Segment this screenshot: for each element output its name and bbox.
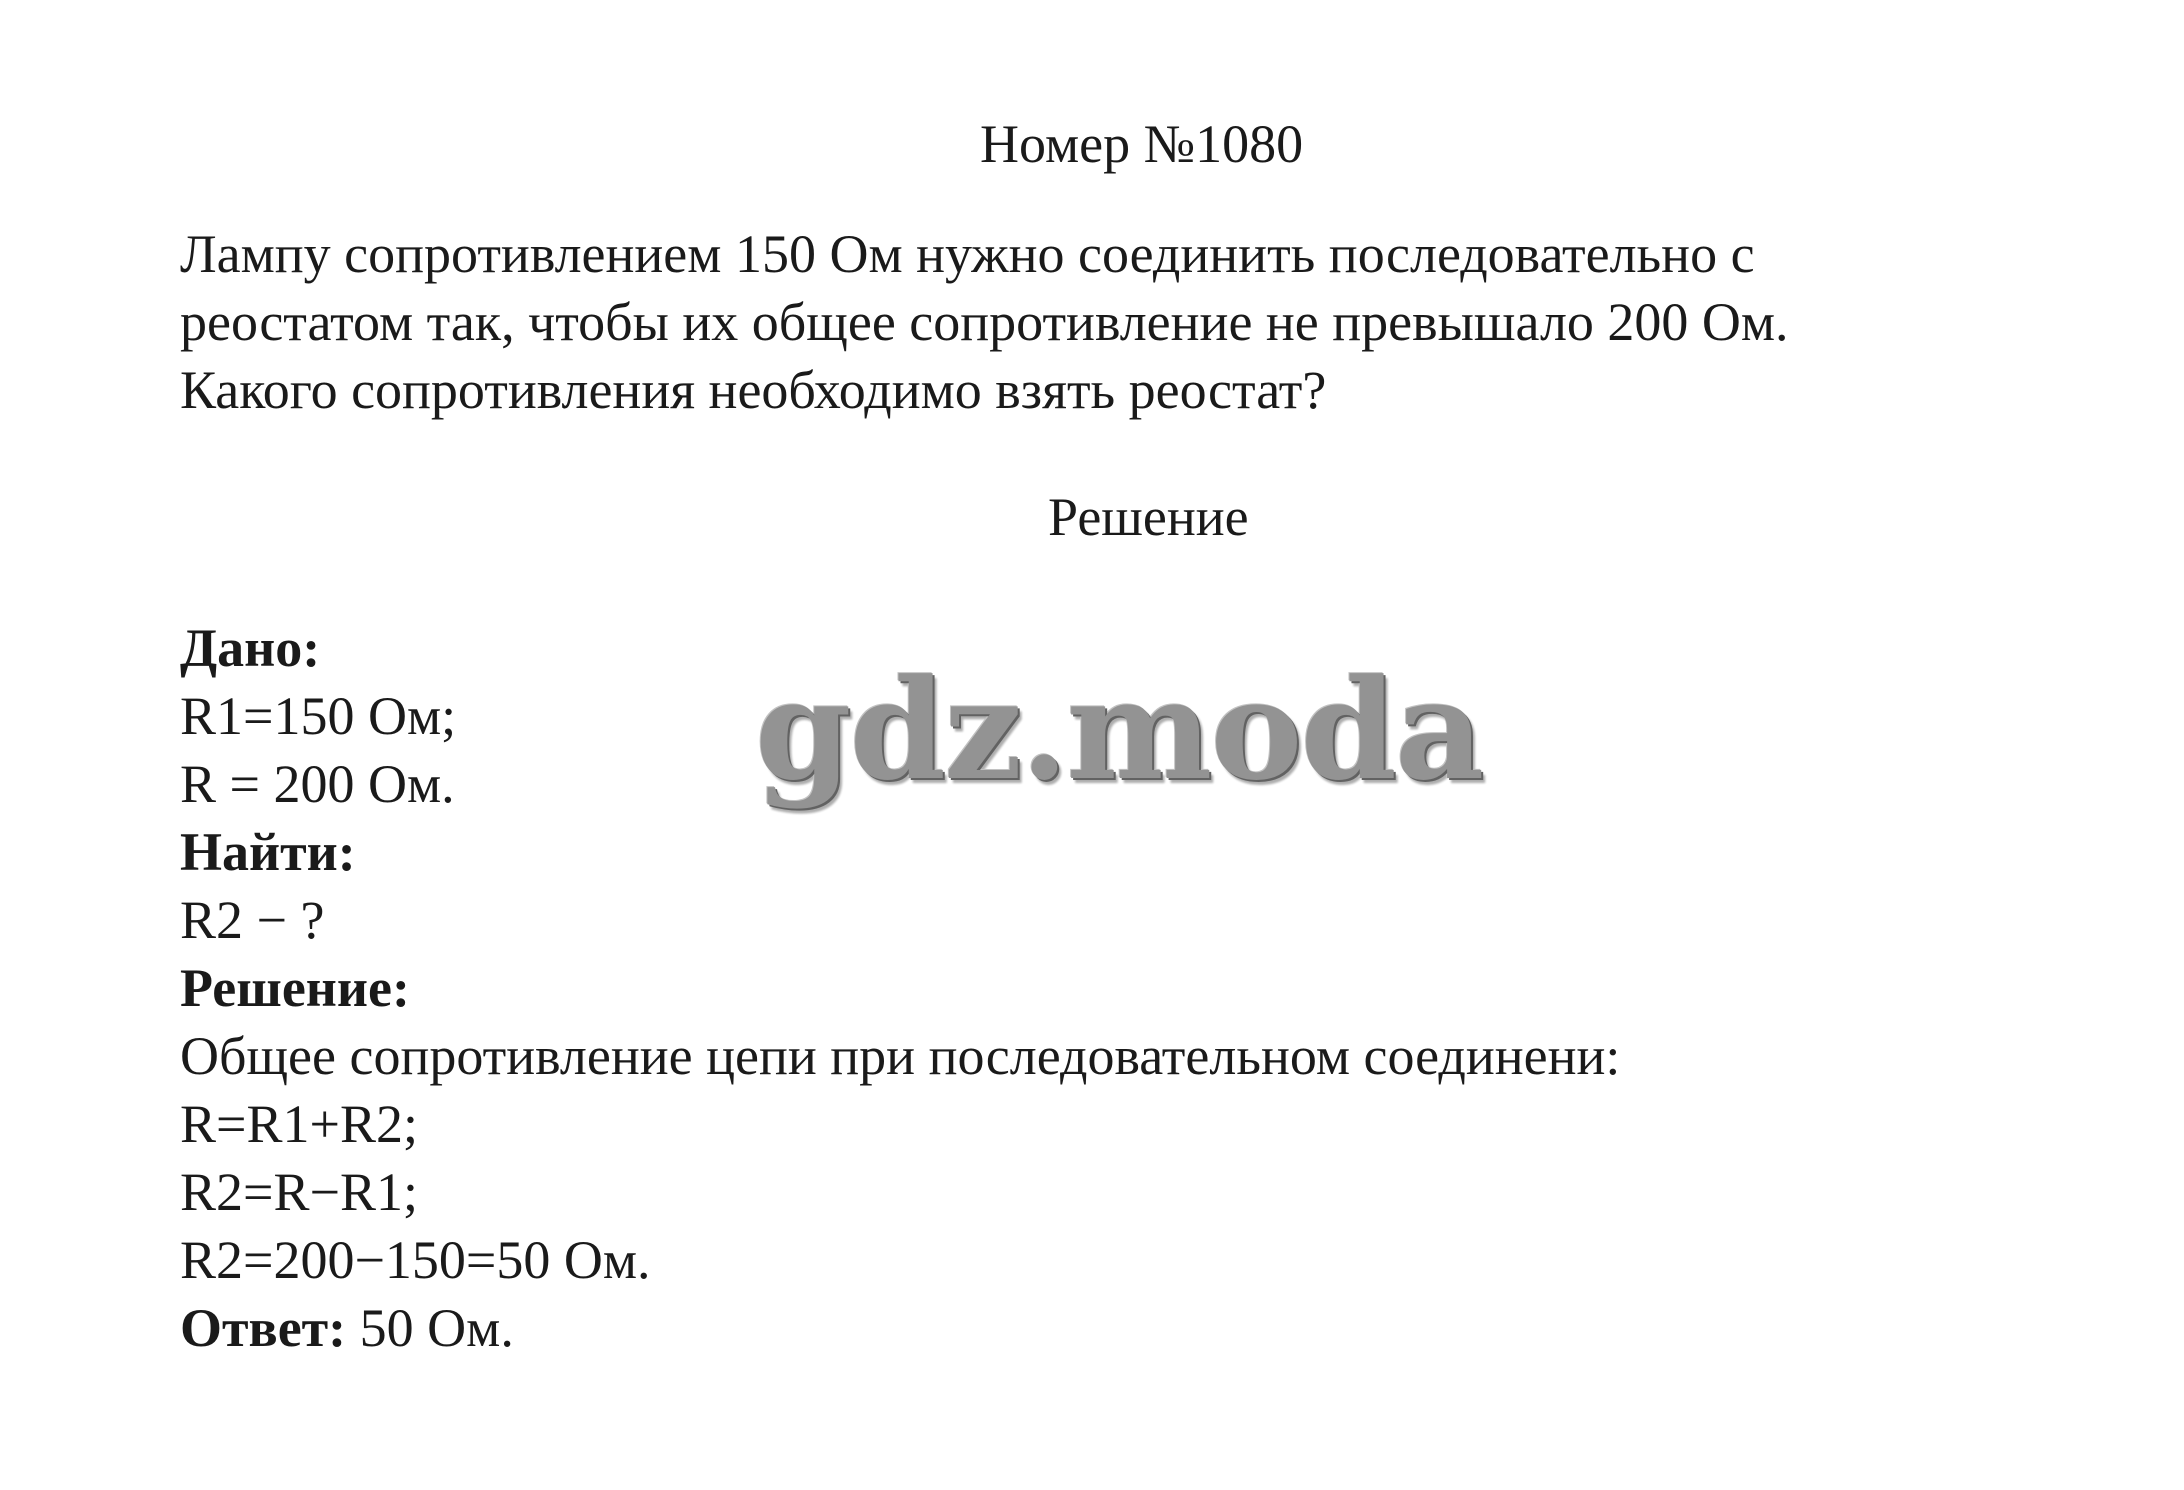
answer-row <box>180 1294 1620 1362</box>
answer-label: Ответ: <box>180 1298 347 1358</box>
problem-statement <box>180 220 2080 424</box>
problem-line: Лампу сопротивлением 150 Ом нужно соединить последовательно с <box>180 224 1755 284</box>
find-item: R2 − ? <box>180 890 325 950</box>
watermark-logo: gdz.moda <box>755 648 1483 811</box>
solution-label: Решение: <box>180 958 410 1018</box>
solution-heading: Решение <box>1048 487 1249 547</box>
problem-line: реостатом так, чтобы их общее сопротивление не превышало 200 Ом. <box>180 292 1789 352</box>
solution-line: R2=R−R1; <box>180 1162 418 1222</box>
page-title: Номер №1080 <box>980 114 1304 174</box>
given-item: R1=150 Ом; <box>180 686 457 746</box>
given-label: Дано: <box>180 618 321 678</box>
find-label: Найти: <box>180 822 356 882</box>
solution-line: Общее сопротивление цепи при последовательном соединени: <box>180 1026 1621 1086</box>
given-item: R = 200 Ом. <box>180 754 455 814</box>
solution-line: R2=200−150=50 Ом. <box>180 1230 651 1290</box>
solution-line: R=R1+R2; <box>180 1094 418 1154</box>
answer-value: 50 Ом. <box>346 1298 514 1358</box>
problem-line: Какого сопротивления необходимо взять реостат? <box>180 360 1327 420</box>
